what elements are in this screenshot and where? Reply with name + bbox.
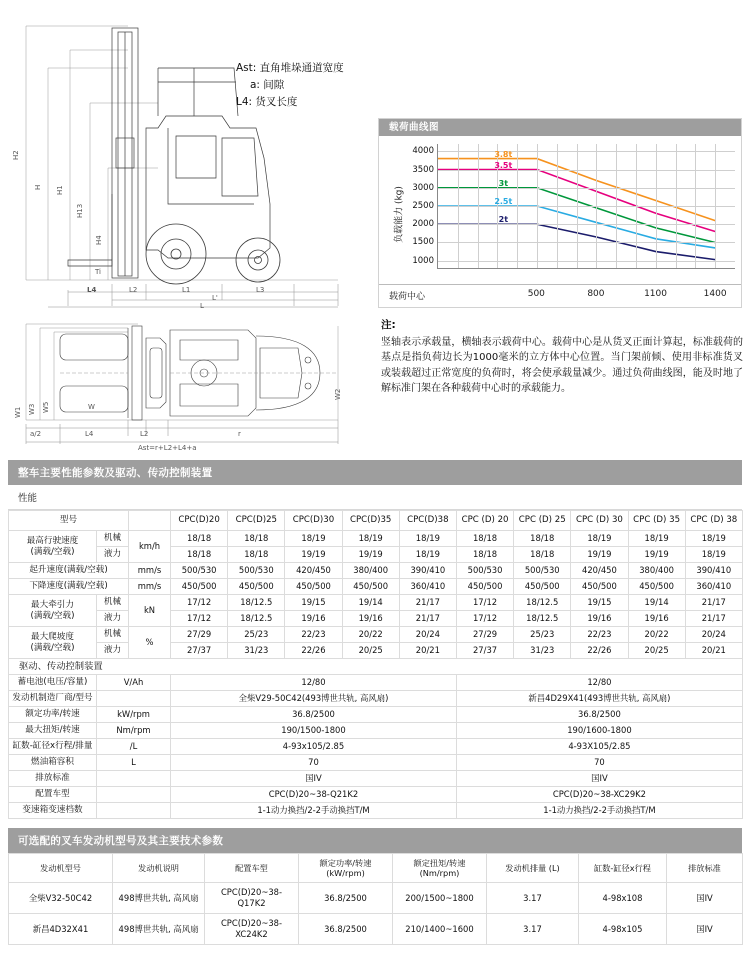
spec-value: 20/21	[685, 643, 742, 659]
dim-plan-l2: L2	[140, 430, 149, 438]
drive-value-right: 36.8/2500	[456, 707, 742, 723]
forklift-plan-view	[8, 320, 358, 452]
chart-gridline	[438, 188, 735, 189]
spec-value: 18/19	[399, 547, 456, 563]
drive-value-left: 12/80	[171, 675, 457, 691]
spec-value: 18/19	[285, 531, 342, 547]
dim-l3: L3	[256, 286, 265, 294]
row-unit: /L	[97, 739, 171, 755]
table-row	[9, 707, 743, 723]
spec-value: 19/19	[342, 547, 399, 563]
engine-cell: 4-98x108	[579, 883, 667, 914]
row-label: 排放标准	[9, 771, 97, 787]
engine-cell: 36.8/2500	[299, 883, 393, 914]
spec-value: 20/24	[685, 627, 742, 643]
row-label: 最高行驶速度 (满载/空载)	[9, 531, 97, 563]
spec-value: 21/17	[685, 595, 742, 611]
row-label: 缸数-缸径x行程/排量	[9, 739, 97, 755]
row-label: 最大扭矩/转速	[9, 723, 97, 739]
model-header: CPC (D) 20	[456, 511, 513, 531]
row-unit: mm/s	[129, 563, 171, 579]
row-unit	[97, 691, 171, 707]
spec-value: 22/26	[285, 643, 342, 659]
spec-value: 18/12.5	[514, 595, 571, 611]
spec-value: 500/530	[228, 563, 285, 579]
row-sublabel: 机械	[97, 531, 129, 547]
dim-ast-formula: Ast=r+L2+L4+a	[138, 444, 197, 452]
chart-series-label: 3.5t	[494, 160, 513, 170]
engine-cell: 3.17	[487, 914, 579, 945]
engine-cell: 210/1400~1600	[393, 914, 487, 945]
row-label: 额定功率/转速	[9, 707, 97, 723]
spec-value: 390/410	[399, 563, 456, 579]
chart-y-tick: 4000	[412, 146, 434, 157]
chart-x-tick: 1100	[644, 289, 667, 299]
drive-section-label: 驱动、传动控制装置	[9, 659, 743, 675]
spec-value: 500/530	[514, 563, 571, 579]
spec-value: 19/16	[342, 611, 399, 627]
model-header: CPC(D)38	[399, 511, 456, 531]
dim-ti: Ti	[95, 268, 102, 276]
dim-h4: H4	[95, 235, 103, 245]
row-label: 蓄电池(电压/容量)	[9, 675, 97, 691]
row-unit: Nm/rpm	[97, 723, 171, 739]
table-row	[9, 643, 743, 659]
spec-value: 18/18	[456, 531, 513, 547]
engine-cell: 498博世共轨, 高风扇	[113, 883, 205, 914]
chart-gridline	[438, 224, 735, 225]
spec-value: 20/25	[342, 643, 399, 659]
row-label: 变速箱变速档数	[9, 803, 97, 819]
drive-value-right: 70	[456, 755, 742, 771]
spec-value: 420/450	[571, 563, 628, 579]
spec-value: 19/19	[628, 547, 685, 563]
spec-value: 18/18	[171, 547, 228, 563]
spec-value: 450/500	[342, 579, 399, 595]
drive-value-left: 全柴V29-50C42(493博世共轨, 高风扇)	[171, 691, 457, 707]
table-row	[9, 803, 743, 819]
spec-value: 390/410	[685, 563, 742, 579]
spec-value: 21/17	[399, 595, 456, 611]
dim-h2: H2	[12, 150, 20, 160]
load-capacity-chart	[378, 118, 742, 308]
table-row	[9, 739, 743, 755]
spec-value: 500/530	[171, 563, 228, 579]
callout-ast: Ast: 直角堆垛通道宽度	[236, 62, 344, 74]
chart-x-axis-label: 载荷中心	[389, 292, 426, 302]
spec-value: 19/15	[285, 595, 342, 611]
spec-value: 420/450	[285, 563, 342, 579]
row-unit: kW/rpm	[97, 707, 171, 723]
row-label: 最大牵引力 (满载/空载)	[9, 595, 97, 627]
row-unit	[97, 771, 171, 787]
spec-value: 500/530	[456, 563, 513, 579]
spec-value: 450/500	[228, 579, 285, 595]
row-label: 发动机制造厂商/型号	[9, 691, 97, 707]
spec-value: 19/15	[571, 595, 628, 611]
engine-table-row	[9, 883, 743, 914]
spec-value: 450/500	[285, 579, 342, 595]
spec-value: 380/400	[628, 563, 685, 579]
chart-series-label: 3.8t	[494, 149, 513, 159]
spec-section-header: 整车主要性能参数及驱动、传动控制装置	[8, 460, 742, 485]
spec-value: 27/29	[456, 627, 513, 643]
spec-value: 27/37	[456, 643, 513, 659]
model-row-label: 型号	[9, 511, 129, 531]
chart-gridline	[636, 144, 637, 268]
chart-y-tick: 2000	[412, 219, 434, 230]
spec-value: 20/22	[628, 627, 685, 643]
chart-y-tick: 1500	[412, 237, 434, 248]
spec-value: 18/19	[685, 547, 742, 563]
row-label: 起升速度(满载/空载)	[9, 563, 129, 579]
drive-value-left: 70	[171, 755, 457, 771]
drive-value-right: 12/80	[456, 675, 742, 691]
chart-gridline	[438, 261, 735, 262]
spec-value: 19/19	[571, 547, 628, 563]
engine-cell: 3.17	[487, 883, 579, 914]
drive-section-row	[9, 659, 743, 675]
spec-value: 18/19	[628, 531, 685, 547]
spec-value: 25/23	[514, 627, 571, 643]
spec-value: 18/19	[399, 531, 456, 547]
table-row	[9, 755, 743, 771]
row-unit: kN	[129, 595, 171, 627]
chart-gridline	[517, 144, 518, 268]
dim-l2: L2	[129, 286, 138, 294]
spec-value: 20/24	[399, 627, 456, 643]
dim-l-prime: L'	[212, 294, 218, 302]
spec-value: 17/12	[171, 595, 228, 611]
spec-value: 17/12	[456, 611, 513, 627]
engine-section-header: 可选配的叉车发动机型号及其主要技术参数	[8, 828, 742, 853]
spec-value: 20/22	[342, 627, 399, 643]
dim-w: W	[88, 403, 95, 411]
spec-value: 19/14	[342, 595, 399, 611]
chart-series-label: 3t	[498, 178, 509, 188]
spec-value: 18/12.5	[228, 611, 285, 627]
table-row	[9, 691, 743, 707]
model-header: CPC(D)30	[285, 511, 342, 531]
engine-cell: 全柴V32-50C42	[9, 883, 113, 914]
model-header: CPC(D)35	[342, 511, 399, 531]
chart-series-label: 2t	[498, 215, 509, 225]
model-header: CPC (D) 25	[514, 511, 571, 531]
row-unit: km/h	[129, 531, 171, 563]
spec-value: 18/18	[456, 547, 513, 563]
drive-value-right: 4-93X105/2.85	[456, 739, 742, 755]
drive-value-left: 190/1500-1800	[171, 723, 457, 739]
row-unit: %	[129, 627, 171, 659]
dim-w3: W3	[28, 403, 36, 415]
spec-value: 31/23	[228, 643, 285, 659]
dim-h13: H13	[76, 203, 84, 218]
engine-cell: 200/1500~1800	[393, 883, 487, 914]
spec-value: 22/23	[571, 627, 628, 643]
row-label: 下降速度(满载/空载)	[9, 579, 129, 595]
chart-x-tick: 1400	[703, 289, 727, 299]
drive-value-right: 国IV	[456, 771, 742, 787]
spec-value: 450/500	[571, 579, 628, 595]
engine-cell: 4-98x105	[579, 914, 667, 945]
engine-cell: 国IV	[667, 883, 743, 914]
spec-value: 27/29	[171, 627, 228, 643]
drive-value-left: 36.8/2500	[171, 707, 457, 723]
spec-value: 380/400	[342, 563, 399, 579]
drawing-area	[0, 0, 750, 460]
dim-h1: H1	[56, 185, 64, 195]
drive-value-right: 190/1600-1800	[456, 723, 742, 739]
row-sublabel: 液力	[97, 547, 129, 563]
row-unit: L	[97, 755, 171, 771]
spec-value: 20/25	[628, 643, 685, 659]
spec-value: 18/18	[514, 531, 571, 547]
drive-value-left: CPC(D)20~38-Q21K2	[171, 787, 457, 803]
table-row	[9, 595, 743, 611]
spec-value: 450/500	[628, 579, 685, 595]
spec-value: 18/12.5	[228, 595, 285, 611]
spec-value: 19/19	[285, 547, 342, 563]
spec-value: 22/23	[285, 627, 342, 643]
table-row	[9, 611, 743, 627]
spec-value: 19/16	[628, 611, 685, 627]
chart-x-tick: 800	[587, 289, 605, 299]
engine-column-header: 额定功率/转速 (kW/rpm)	[299, 854, 393, 883]
chart-gridline	[656, 144, 657, 268]
spec-value: 18/18	[171, 531, 228, 547]
engine-column-header: 发动机排量 (L)	[487, 854, 579, 883]
row-sublabel: 液力	[97, 611, 129, 627]
row-label: 最大爬坡度 (满载/空载)	[9, 627, 97, 659]
chart-gridline	[616, 144, 617, 268]
model-header: CPC(D)25	[228, 511, 285, 531]
spec-value: 31/23	[514, 643, 571, 659]
spec-value: 18/18	[228, 547, 285, 563]
spec-value: 360/410	[399, 579, 456, 595]
model-header: CPC (D) 30	[571, 511, 628, 531]
spec-value: 20/21	[399, 643, 456, 659]
model-header: CPC (D) 38	[685, 511, 742, 531]
dim-a-half: a/2	[30, 430, 42, 438]
row-unit: mm/s	[129, 579, 171, 595]
engine-column-header: 发动机型号	[9, 854, 113, 883]
row-label: 配置车型	[9, 787, 97, 803]
engine-cell: 498博世共轨, 高风扇	[113, 914, 205, 945]
chart-series-label: 2.5t	[494, 197, 513, 206]
row-sublabel: 机械	[97, 595, 129, 611]
spec-value: 18/19	[342, 531, 399, 547]
engine-column-header: 配置车型	[205, 854, 299, 883]
chart-y-tick: 3000	[412, 182, 434, 193]
dim-w2: W2	[334, 388, 342, 400]
chart-x-axis	[379, 284, 741, 305]
engine-column-header: 发动机说明	[113, 854, 205, 883]
engine-cell: CPC(D)20~38-Q17K2	[205, 883, 299, 914]
drive-value-left: 4-93x105/2.85	[171, 739, 457, 755]
chart-y-tick: 2500	[412, 201, 434, 211]
spec-value: 19/14	[628, 595, 685, 611]
dim-l: L	[200, 302, 204, 310]
row-unit	[97, 803, 171, 819]
chart-gridline	[438, 206, 735, 207]
note-body: 竖轴表示承载量，横轴表示载荷中心。载荷中心是从货叉正面计算起，标准载荷的基点是指负荷边长为1000毫米的立方体中心位置。当门架前倾、使用非标准货叉或装载超过正常宽度的负荷时，将会使承载量减少。通过负荷曲线图，能及时地了解标准门架在各种载荷中心时的承载能力。	[381, 336, 743, 394]
chart-x-tick: 500	[527, 289, 545, 299]
chart-y-axis-label: 负载能力 (kg)	[394, 186, 405, 243]
chart-gridline	[596, 144, 597, 268]
dim-w1: W1	[14, 406, 22, 418]
chart-gridline	[695, 144, 696, 268]
chart-gridline	[676, 144, 677, 268]
row-unit	[97, 787, 171, 803]
spec-value: 21/17	[399, 611, 456, 627]
forklift-side-view	[8, 8, 358, 313]
table-row	[9, 531, 743, 547]
unit-header	[129, 511, 171, 531]
dim-l4: L4	[87, 286, 97, 294]
engine-column-header: 缸数-缸径x行程	[579, 854, 667, 883]
spec-value: 17/12	[456, 595, 513, 611]
chart-gridline	[577, 144, 578, 268]
table-row	[9, 771, 743, 787]
chart-gridline	[478, 144, 479, 268]
drive-value-right: 新昌4D29X41(493博世共轨, 高风扇)	[456, 691, 742, 707]
table-row	[9, 675, 743, 691]
engine-header-row	[9, 854, 743, 883]
row-sublabel: 液力	[97, 643, 129, 659]
drive-value-right: 1-1动力换挡/2-2手动换挡T/M	[456, 803, 742, 819]
chart-y-tick: 3500	[412, 164, 434, 175]
spec-value: 18/18	[228, 531, 285, 547]
engine-table	[8, 853, 743, 945]
note-title: 注:	[381, 319, 396, 331]
dim-h: H	[34, 184, 42, 190]
chart-gridline	[438, 170, 735, 171]
drive-value-left: 1-1动力换挡/2-2手动换挡T/M	[171, 803, 457, 819]
chart-gridline	[715, 144, 716, 268]
table-row	[9, 563, 743, 579]
engine-column-header: 排放标准	[667, 854, 743, 883]
table-header-row	[9, 511, 743, 531]
row-unit: V/Ah	[97, 675, 171, 691]
engine-column-header: 额定扭矩/转速 (Nm/rpm)	[393, 854, 487, 883]
dim-plan-l4: L4	[85, 430, 94, 438]
chart-plot-area	[412, 144, 735, 269]
spec-value: 19/16	[285, 611, 342, 627]
engine-cell: 36.8/2500	[299, 914, 393, 945]
spec-value: 18/18	[514, 547, 571, 563]
spec-value: 27/37	[171, 643, 228, 659]
spec-value: 22/26	[571, 643, 628, 659]
spec-value: 18/19	[685, 531, 742, 547]
callout-l4: L4: 货叉长度	[236, 96, 298, 108]
table-row	[9, 787, 743, 803]
engine-table-row	[9, 914, 743, 945]
model-header: CPC(D)20	[171, 511, 228, 531]
chart-body	[379, 136, 741, 307]
spec-value: 450/500	[456, 579, 513, 595]
drawing-callouts	[236, 60, 344, 111]
spec-value: 21/17	[685, 611, 742, 627]
row-sublabel: 机械	[97, 627, 129, 643]
row-label: 燃油箱容积	[9, 755, 97, 771]
spec-table	[8, 510, 743, 819]
spec-value: 450/500	[171, 579, 228, 595]
chart-gridline	[438, 151, 735, 152]
engine-cell: 新昌4D32X41	[9, 914, 113, 945]
drive-value-left: 国IV	[171, 771, 457, 787]
chart-gridline	[537, 144, 538, 268]
dim-l1: L1	[182, 286, 191, 294]
table-row	[9, 627, 743, 643]
callout-a: a: 间隙	[250, 79, 285, 91]
spec-value: 17/12	[171, 611, 228, 627]
chart-gridline	[438, 242, 735, 243]
chart-gridline	[458, 144, 459, 268]
chart-gridline	[557, 144, 558, 268]
chart-y-tick: 1000	[412, 255, 434, 266]
performance-subheader: 性能	[8, 485, 742, 510]
dim-w5: W5	[42, 401, 50, 413]
chart-note	[381, 318, 743, 397]
spec-value: 18/19	[571, 531, 628, 547]
table-row	[9, 547, 743, 563]
model-header: CPC (D) 35	[628, 511, 685, 531]
table-row	[9, 579, 743, 595]
spec-value: 360/410	[685, 579, 742, 595]
engine-cell: 国IV	[667, 914, 743, 945]
spec-value: 18/12.5	[514, 611, 571, 627]
chart-title: 载荷曲线图	[379, 119, 741, 136]
drive-value-right: CPC(D)20~38-XC29K2	[456, 787, 742, 803]
spec-value: 19/16	[571, 611, 628, 627]
dim-r: r	[238, 430, 241, 438]
spec-value: 25/23	[228, 627, 285, 643]
table-row	[9, 723, 743, 739]
spec-value: 450/500	[514, 579, 571, 595]
engine-cell: CPC(D)20~38-XC24K2	[205, 914, 299, 945]
